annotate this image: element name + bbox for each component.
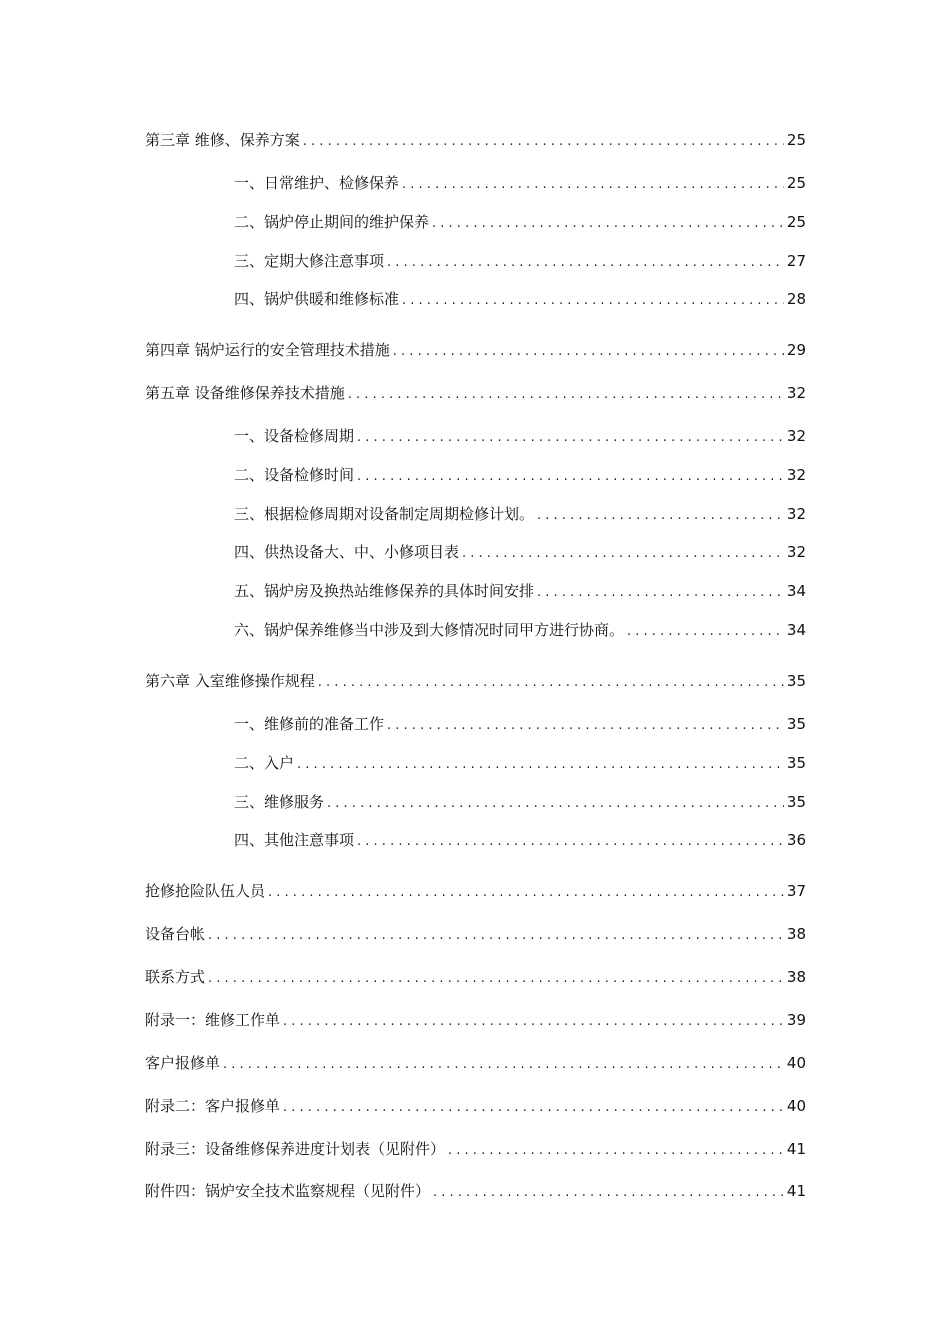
toc-entry-title: 第三章 维修、保养方案 bbox=[145, 131, 300, 149]
toc-entry[interactable] bbox=[234, 172, 806, 194]
dot-leader bbox=[537, 507, 784, 525]
toc-entry-title: 一、维修前的准备工作 bbox=[234, 715, 385, 733]
toc-entry-title: 二、设备检修时间 bbox=[234, 466, 355, 484]
toc-entry-page: 34 bbox=[786, 582, 806, 600]
toc-entry-title: 四、其他注意事项 bbox=[234, 831, 355, 849]
dot-leader bbox=[283, 1013, 784, 1031]
dot-leader bbox=[433, 1184, 784, 1202]
toc-entry[interactable] bbox=[234, 541, 806, 563]
toc-entry[interactable] bbox=[145, 966, 806, 988]
toc-entry[interactable] bbox=[234, 425, 806, 447]
toc-entry[interactable] bbox=[145, 339, 806, 361]
toc-entry-page: 32 bbox=[786, 466, 806, 484]
toc-entry-page: 37 bbox=[786, 882, 806, 900]
dot-leader bbox=[537, 584, 784, 602]
dot-leader bbox=[432, 215, 784, 233]
toc-entry-page: 40 bbox=[786, 1054, 806, 1072]
dot-leader bbox=[297, 756, 784, 774]
dot-leader bbox=[627, 623, 784, 641]
toc-entry[interactable] bbox=[145, 1180, 806, 1202]
toc-entry-page: 40 bbox=[786, 1097, 806, 1115]
dot-leader bbox=[357, 468, 784, 486]
dot-leader bbox=[462, 545, 784, 563]
toc-entry[interactable] bbox=[234, 580, 806, 602]
toc-entry-title: 客户报修单 bbox=[145, 1054, 221, 1072]
toc-entry-title: 抢修抢险队伍人员 bbox=[145, 882, 266, 900]
toc-entry-page: 41 bbox=[786, 1140, 806, 1158]
dot-leader bbox=[402, 292, 784, 310]
toc-entry-page: 32 bbox=[786, 427, 806, 445]
toc-entry[interactable] bbox=[234, 752, 806, 774]
toc-entry[interactable] bbox=[145, 923, 806, 945]
dot-leader bbox=[357, 429, 784, 447]
toc-entry-title: 联系方式 bbox=[145, 968, 206, 986]
toc-entry-title: 第五章 设备维修保养技术措施 bbox=[145, 384, 345, 402]
toc-entry-page: 29 bbox=[786, 341, 806, 359]
toc-entry[interactable] bbox=[145, 129, 806, 151]
toc-entry-page: 38 bbox=[786, 968, 806, 986]
toc-entry-page: 35 bbox=[786, 715, 806, 733]
dot-leader bbox=[402, 176, 784, 194]
toc-entry-page: 28 bbox=[786, 290, 806, 308]
toc-entry-page: 34 bbox=[786, 621, 806, 639]
toc-entry-title: 四、供热设备大、中、小修项目表 bbox=[234, 543, 460, 561]
toc-entry-page: 25 bbox=[786, 213, 806, 231]
dot-leader bbox=[348, 386, 784, 404]
dot-leader bbox=[208, 970, 784, 988]
toc-entry-title: 二、锅炉停止期间的维护保养 bbox=[234, 213, 430, 231]
toc-entry[interactable] bbox=[145, 1052, 806, 1074]
toc-entry[interactable] bbox=[145, 1095, 806, 1117]
toc-entry-title: 附录三：设备维修保养进度计划表（见附件） bbox=[145, 1140, 446, 1158]
toc-entry-page: 27 bbox=[786, 252, 806, 270]
toc-entry[interactable] bbox=[234, 288, 806, 310]
toc-entry[interactable] bbox=[234, 713, 806, 735]
toc-entry-title: 三、维修服务 bbox=[234, 793, 325, 811]
dot-leader bbox=[387, 254, 784, 272]
toc-entry-page: 36 bbox=[786, 831, 806, 849]
dot-leader bbox=[327, 795, 784, 813]
dot-leader bbox=[268, 884, 784, 902]
toc-entry[interactable] bbox=[234, 503, 806, 525]
toc-entry-title: 设备台帐 bbox=[145, 925, 206, 943]
dot-leader bbox=[303, 133, 784, 151]
toc-entry[interactable] bbox=[145, 880, 806, 902]
toc-entry-page: 25 bbox=[786, 131, 806, 149]
toc-entry-title: 六、锅炉保养维修当中涉及到大修情况时同甲方进行协商。 bbox=[234, 621, 625, 639]
toc-entry[interactable] bbox=[234, 250, 806, 272]
dot-leader bbox=[387, 717, 784, 735]
toc-entry-page: 38 bbox=[786, 925, 806, 943]
toc-entry-title: 二、入户 bbox=[234, 754, 295, 772]
dot-leader bbox=[223, 1056, 784, 1074]
toc-entry-title: 三、根据检修周期对设备制定周期检修计划。 bbox=[234, 505, 535, 523]
toc-entry-title: 附录一：维修工作单 bbox=[145, 1011, 281, 1029]
toc-entry-page: 39 bbox=[786, 1011, 806, 1029]
dot-leader bbox=[448, 1142, 784, 1160]
toc-entry[interactable] bbox=[234, 464, 806, 486]
dot-leader bbox=[208, 927, 784, 945]
toc-entry-page: 32 bbox=[786, 505, 806, 523]
toc-entry[interactable] bbox=[234, 829, 806, 851]
toc-entry-title: 附件四：锅炉安全技术监察规程（见附件） bbox=[145, 1182, 431, 1200]
toc-entry-page: 32 bbox=[786, 543, 806, 561]
dot-leader bbox=[393, 343, 784, 361]
toc-entry-page: 35 bbox=[786, 754, 806, 772]
toc-entry-title: 一、设备检修周期 bbox=[234, 427, 355, 445]
toc-entry-page: 35 bbox=[786, 672, 806, 690]
toc-entry-page: 35 bbox=[786, 793, 806, 811]
toc-entry-title: 第六章 入室维修操作规程 bbox=[145, 672, 315, 690]
toc-entry-title: 第四章 锅炉运行的安全管理技术措施 bbox=[145, 341, 390, 359]
toc-entry-page: 25 bbox=[786, 174, 806, 192]
toc-entry[interactable] bbox=[234, 619, 806, 641]
dot-leader bbox=[318, 674, 784, 692]
dot-leader bbox=[283, 1099, 784, 1117]
toc-entry[interactable] bbox=[234, 211, 806, 233]
toc-entry-title: 五、锅炉房及换热站维修保养的具体时间安排 bbox=[234, 582, 535, 600]
toc-entry[interactable] bbox=[145, 1009, 806, 1031]
toc-entry-title: 三、定期大修注意事项 bbox=[234, 252, 385, 270]
toc-entry-page: 32 bbox=[786, 384, 806, 402]
toc-entry[interactable] bbox=[145, 382, 806, 404]
toc-entry[interactable] bbox=[145, 670, 806, 692]
toc-entry[interactable] bbox=[145, 1138, 806, 1160]
toc-entry-page: 41 bbox=[786, 1182, 806, 1200]
toc-entry-title: 四、锅炉供暖和维修标准 bbox=[234, 290, 400, 308]
toc-entry[interactable] bbox=[234, 791, 806, 813]
toc-entry-title: 一、日常维护、检修保养 bbox=[234, 174, 400, 192]
dot-leader bbox=[357, 833, 784, 851]
toc-entry-title: 附录二：客户报修单 bbox=[145, 1097, 281, 1115]
